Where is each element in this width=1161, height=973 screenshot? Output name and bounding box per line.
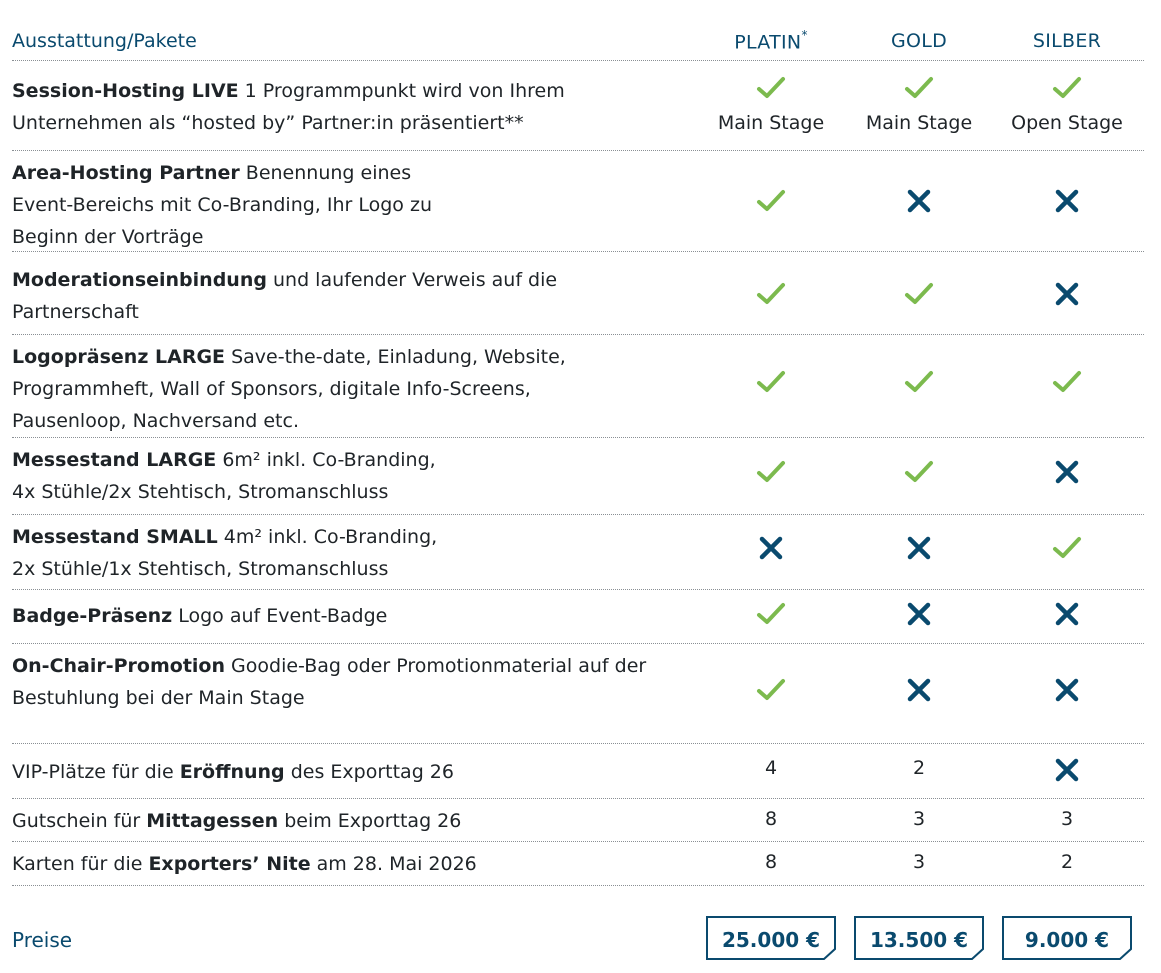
- cell-gold: [844, 757, 994, 779]
- feature-text: 1 Programmpunkt wird von Ihrem Unternehmen als “hosted by” Partner:in präsentiert**: [12, 80, 565, 134]
- cell-silber: [992, 808, 1142, 830]
- table-row: [12, 251, 1144, 335]
- price-box-silber: [1002, 916, 1132, 960]
- cross-icon: [1052, 601, 1082, 627]
- cell-gold: [844, 535, 994, 566]
- table-row: [12, 334, 1144, 438]
- cell-gold: [844, 281, 994, 312]
- cross-icon: [1052, 677, 1082, 703]
- feature-text: Karten für die: [12, 853, 149, 875]
- price-value: 13.500 €: [869, 928, 969, 952]
- cell-platin: [696, 677, 846, 708]
- table-row: [12, 743, 1144, 799]
- feature-title: Moderationseinbindung: [12, 269, 267, 291]
- check-icon: [1052, 369, 1082, 395]
- prices-label: Preise: [12, 928, 73, 952]
- feature-text: und laufender Verweis auf die Partnerschaft: [12, 269, 558, 323]
- table-row: [12, 61, 1144, 151]
- check-icon: [1052, 535, 1082, 561]
- cell-gold: [844, 601, 994, 632]
- cell-silber: [992, 369, 1142, 400]
- cross-icon: [1052, 459, 1082, 485]
- feature-text: VIP-Plätze für die: [12, 761, 180, 783]
- feature-text: am 28. Mai 2026: [310, 853, 477, 875]
- feature-description: [12, 264, 572, 328]
- cross-icon: [1052, 188, 1082, 214]
- cell-value: 8: [764, 808, 778, 830]
- price-box-platin: [706, 916, 836, 960]
- header-label: Ausstattung/Pakete: [12, 30, 197, 52]
- feature-text: Benennung eines Event-Bereichs mit Co-Branding, Ihr Logo zu Beginn der Vorträge: [12, 162, 432, 248]
- cell-gold: [844, 75, 994, 134]
- cell-gold: [844, 459, 994, 490]
- stage-note: Open Stage: [1011, 112, 1123, 134]
- feature-text: Logo auf Event-Badge: [172, 605, 388, 627]
- check-icon: [1052, 75, 1082, 101]
- cell-value: 2: [912, 757, 926, 779]
- cell-platin: [696, 188, 846, 219]
- cell-silber: [992, 757, 1142, 788]
- feature-title: Logopräsenz LARGE: [12, 346, 226, 368]
- cell-platin: [696, 851, 846, 873]
- cell-value: 4: [764, 757, 778, 779]
- feature-title: Badge-Präsenz: [12, 605, 173, 627]
- cell-platin: [696, 281, 846, 312]
- cross-icon: [904, 601, 934, 627]
- check-icon: [756, 369, 786, 395]
- feature-description: [12, 756, 712, 788]
- feature-title: Messestand LARGE: [12, 449, 217, 471]
- check-icon: [904, 369, 934, 395]
- stage-note: Main Stage: [865, 112, 973, 134]
- cell-gold: [844, 808, 994, 830]
- price-value: 25.000 €: [721, 928, 821, 952]
- feature-title: Mittagessen: [146, 810, 279, 832]
- table-header: [12, 0, 1144, 61]
- cross-icon: [904, 188, 934, 214]
- cell-silber: [992, 459, 1142, 490]
- feature-description: [12, 600, 712, 632]
- table-row: [12, 798, 1144, 842]
- check-icon: [904, 281, 934, 307]
- cell-platin: [696, 808, 846, 830]
- cell-value: 2: [1060, 851, 1074, 873]
- cell-platin: [696, 535, 846, 566]
- cell-platin: [696, 369, 846, 400]
- check-icon: [756, 601, 786, 627]
- feature-text: des Exporttag 26: [284, 761, 454, 783]
- header-silber: SILBER: [1032, 30, 1102, 52]
- cell-silber: [992, 677, 1142, 708]
- cell-silber: [992, 281, 1142, 312]
- feature-description: [12, 805, 712, 837]
- cross-icon: [756, 535, 786, 561]
- check-icon: [756, 459, 786, 485]
- feature-description: [12, 848, 712, 880]
- feature-text: Gutschein für: [12, 810, 147, 832]
- cell-gold: [844, 677, 994, 708]
- cell-silber: [992, 601, 1142, 632]
- cell-gold: [844, 188, 994, 219]
- check-icon: [756, 188, 786, 214]
- cell-platin: [696, 757, 846, 779]
- cell-silber: [992, 188, 1142, 219]
- cell-platin: [696, 75, 846, 134]
- cell-value: 3: [912, 808, 926, 830]
- cell-platin: [696, 459, 846, 490]
- cell-platin: [696, 601, 846, 632]
- feature-title: Messestand SMALL: [12, 526, 218, 548]
- table-row: [12, 643, 1144, 744]
- cell-silber: [992, 535, 1142, 566]
- feature-description: [12, 75, 597, 139]
- feature-description: [12, 650, 687, 714]
- cell-value: 3: [912, 851, 926, 873]
- header-gold: GOLD: [890, 30, 948, 52]
- price-value: 9.000 €: [1024, 928, 1110, 952]
- table-row: [12, 514, 1144, 590]
- feature-title: Exporters’ Nite: [148, 853, 311, 875]
- cross-icon: [904, 535, 934, 561]
- cross-icon: [1052, 281, 1082, 307]
- feature-title: Area-Hosting Partner: [12, 162, 240, 184]
- feature-text: 4m² inkl. Co-Branding, 2x Stühle/1x Stehtisch, Stromanschluss: [12, 526, 438, 580]
- price-box-gold: [854, 916, 984, 960]
- feature-text: beim Exporttag 26: [278, 810, 462, 832]
- table-row: [12, 841, 1144, 886]
- cell-value: 3: [1060, 808, 1074, 830]
- check-icon: [904, 75, 934, 101]
- feature-description: [12, 157, 452, 253]
- table-row: [12, 437, 1144, 515]
- cell-gold: [844, 851, 994, 873]
- feature-text: 6m² inkl. Co-Branding, 4x Stühle/2x Stehtisch, Stromanschluss: [12, 449, 436, 503]
- cell-silber: [992, 75, 1142, 134]
- cell-silber: [992, 851, 1142, 873]
- stage-note: Main Stage: [717, 112, 825, 134]
- feature-title: Session-Hosting LIVE: [12, 80, 239, 102]
- feature-description: [12, 521, 462, 585]
- header-platin: PLATIN*: [734, 28, 808, 54]
- cross-icon: [1052, 757, 1082, 783]
- feature-description: [12, 444, 462, 508]
- feature-title: Eröffnung: [179, 761, 285, 783]
- feature-text: Goodie-Bag oder Promotionmaterial auf der Bestuhlung bei der Main Stage: [12, 655, 647, 709]
- feature-description: [12, 341, 592, 437]
- cell-gold: [844, 369, 994, 400]
- cross-icon: [904, 677, 934, 703]
- check-icon: [904, 459, 934, 485]
- check-icon: [756, 281, 786, 307]
- table-row: [12, 589, 1144, 644]
- table-row: [12, 150, 1144, 252]
- cell-value: 8: [764, 851, 778, 873]
- check-icon: [756, 677, 786, 703]
- check-icon: [756, 75, 786, 101]
- feature-text: Save-the-date, Einladung, Website, Programmheft, Wall of Sponsors, digitale Info-Screens, Pausenloop, Nachversand etc.: [12, 346, 566, 432]
- feature-title: On-Chair-Promotion: [12, 655, 225, 677]
